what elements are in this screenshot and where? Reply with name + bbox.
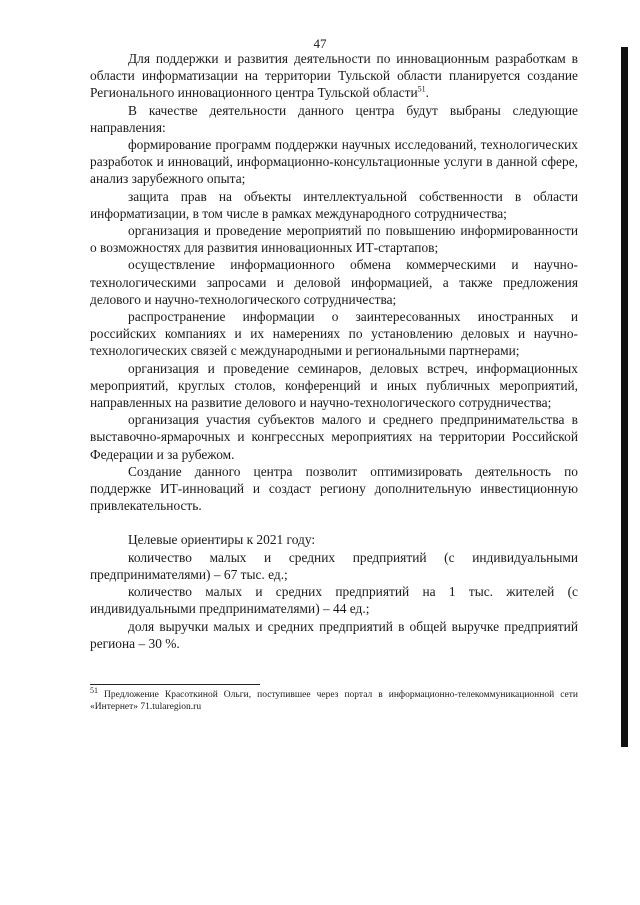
scan-edge-bar	[621, 47, 628, 747]
paragraph: В качестве деятельности данного центра будут выбраны следующие направления:	[90, 102, 578, 135]
paragraph: формирование программ поддержки научных исследований, технологических разработок и инноваций, информационно-консультационные услуги в данной сфере, анализ зарубежного опыта;	[90, 137, 578, 187]
spacer	[90, 514, 578, 531]
paragraph: распространение информации о заинтересованных иностранных и российских компаниях и их намерениях по установлению деловых и научно-технологических связей с международными и региональными партнерами;	[90, 309, 578, 359]
footnote	[90, 685, 578, 713]
document-body	[90, 50, 578, 652]
footnote-divider	[90, 684, 260, 685]
page-number: 47	[313, 36, 327, 51]
target-item: количество малых и средних предприятий (с индивидуальными предпринимателями) – 67 тыс. ед.;	[90, 549, 578, 582]
target-item: количество малых и средних предприятий на 1 тыс. жителей (с индивидуальными предпринимателями) – 44 ед.;	[90, 584, 578, 617]
footnote-number: 51	[90, 685, 98, 695]
paragraph: осуществление информационного обмена коммерческими и научно-технологическими запросами и деловой информацией, а также предложения делового и научно-технологического сотрудничества;	[90, 257, 578, 307]
paragraph: организация и проведение мероприятий по повышению информированности о возможностях для развития инновационных ИТ-стартапов;	[90, 223, 578, 256]
targets-heading: Целевые ориентиры к 2021 году:	[128, 532, 316, 548]
target-item: доля выручки малых и средних предприятий в общей выручке предприятий региона – 30 %.	[90, 618, 578, 651]
paragraph: организация и проведение семинаров, деловых встреч, информационных мероприятий, круглых столов, конференций и иных публичных мероприятий, направленных на развитие делового и научно-технологического сотрудничества;	[90, 360, 578, 411]
paragraph: Для поддержки и развития деятельности по инновационным разработкам в области информатизации на территории Тульской области планируется создание Регионального инновационного центра Тульской области$^{51}$.	[90, 51, 578, 101]
footnote-reference: 51	[417, 84, 426, 94]
paragraph: защита прав на объекты интеллектуальной собственности в области информатизации, в том числе в рамках международного сотрудничества;	[90, 188, 578, 221]
paragraph: Создание данного центра позволит оптимизировать деятельность по поддержке ИТ-инноваций и создаст региону дополнительную инвестиционную привлекательность.	[90, 463, 578, 514]
paragraph: организация участия субъектов малого и среднего предпринимательства в выставочно-ярмарочных и конгрессных мероприятиях на территории Российской Федерации и за рубежом.	[90, 412, 578, 462]
footnote-text: Предложение Красоткиной Ольги, поступившее через портал в информационно-телекоммуникационной сети «Интернет» 71.tularegion.ru	[90, 690, 578, 712]
